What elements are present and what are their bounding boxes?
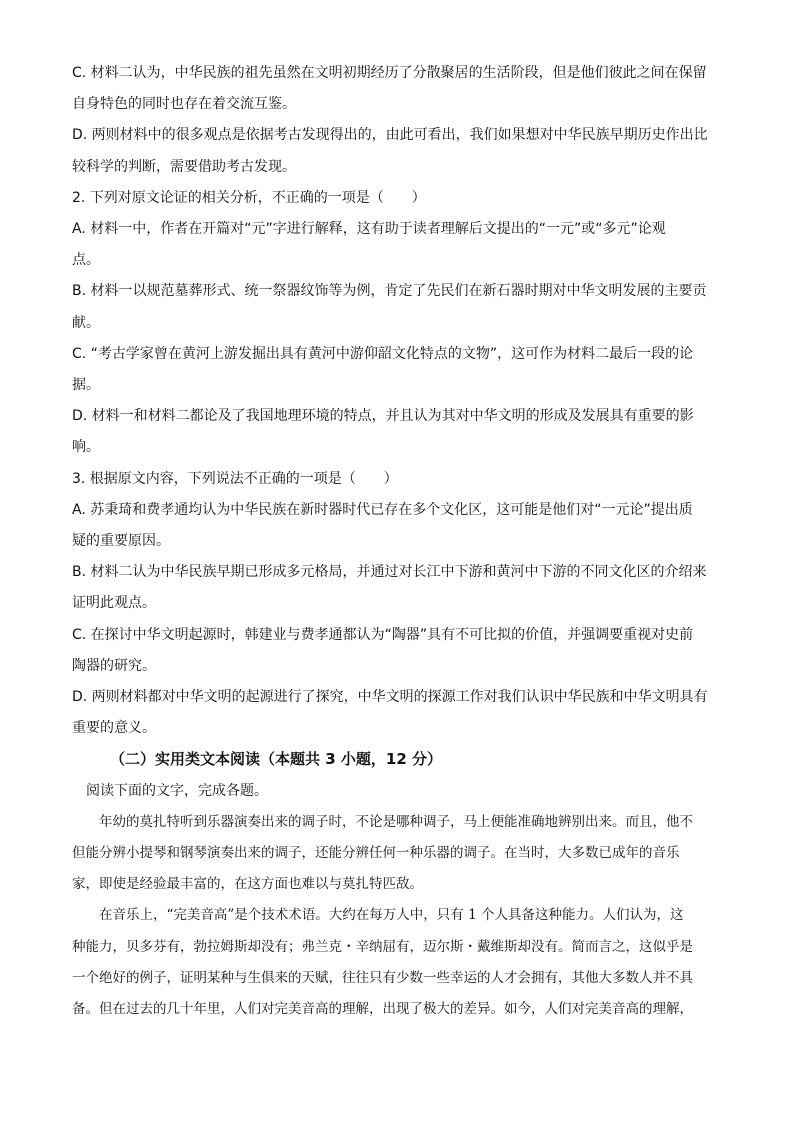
text-line: 较科学的判断，需要借助考古发现。 <box>72 158 296 175</box>
question-3-stem: 3. 根据原文内容，下列说法不正确的一项是（ ） <box>72 470 398 487</box>
text-line: 据。 <box>72 377 100 394</box>
option-b: B. 材料二认为中华民族早期已形成多元格局，并通过对长江中下游和黄河中下游的不同文化区的介绍来 <box>72 564 707 581</box>
section-heading: （二）实用类文本阅读（本题共 3 小题，12 分） <box>110 750 442 769</box>
option-c: C. 在探讨中华文明起源时，韩建业与费孝通都认为“陶器”具有不可比拟的价值，并强调要重视对史前 <box>72 626 694 643</box>
text-line: C. 材料二认为，中华民族的祖先虽然在文明初期经历了分散聚居的生活阶段，但是他们彼此之间在保留 <box>72 65 707 81</box>
text-line: 证明此观点。 <box>72 595 156 612</box>
text-line: 重要的意义。 <box>72 720 156 737</box>
option-c: C. “考古学家曾在黄河上游发掘出具有黄河中游仰韶文化特点的文物”，这可作为材料二最后一段的论 <box>72 345 694 362</box>
text-line: D. 两则材料中的很多观点是依据考古发现得出的，由此可看出，我们如果想对中华民族早期历史作出比 <box>72 127 708 144</box>
passage-line: 种能力，贝多芬有，勃拉姆斯却没有；弗兰克・辛纳屈有，迈尔斯・戴维斯却没有。简而言之，这似乎是 <box>72 938 693 955</box>
text-line: 献。 <box>72 314 100 331</box>
passage-line: 但能分辨小提琴和钢琴演奏出来的调子，还能分辨任何一种乐器的调子。在当时，大多数已成年的音乐 <box>72 845 680 862</box>
option-d: D. 材料一和材料二都论及了我国地理环境的特点，并且认为其对中华文明的形成及发展具有重要的影 <box>72 408 694 425</box>
text-line: 点。 <box>72 252 100 269</box>
text-line: 陶器的研究。 <box>72 657 156 674</box>
option-b: B. 材料一以规范墓葬形式、统一祭器纹饰等为例，肯定了先民们在新石器时期对中华文明发展的主要贡 <box>72 283 707 300</box>
passage-line: 备。但在过去的几十年里，人们对完美音高的理解，出现了极大的差异。如今，人们对完美音高的理解， <box>72 1001 693 1018</box>
passage-line: 家，即使是经验最丰富的，在这方面也难以与莫扎特匹敌。 <box>72 876 423 893</box>
passage-line: 年幼的莫扎特听到乐器演奏出来的调子时，不论是哪种调子，马上便能准确地辨别出来。而且，他不 <box>99 813 693 830</box>
document-page <box>72 58 722 1025</box>
text-line: 自身特色的同时也存在着交流互鉴。 <box>72 96 296 113</box>
option-a: A. 材料一中，作者在开篇对“元”字进行解释，这有助于读者理解后文提出的“一元”或“多元”论观 <box>72 221 666 238</box>
text-line: 疑的重要原因。 <box>72 533 170 550</box>
passage-line: 一个绝好的例子，证明某种与生俱来的天赋，往往只有少数一些幸运的人才会拥有，其他大多数人并不具 <box>72 969 693 986</box>
instruction-text: 阅读下面的文字，完成各题。 <box>86 782 268 799</box>
option-a: A. 苏秉琦和费孝通均认为中华民族在新时器时代已存在多个文化区，这可能是他们对“一元论”提出质 <box>72 501 693 518</box>
question-2-stem: 2. 下列对原文论证的相关分析，不正确的一项是（ ） <box>72 189 426 206</box>
text-line: 响。 <box>72 439 100 456</box>
passage-line: 在音乐上，“完美音高”是个技术术语。大约在每万人中，只有 1 个人具备这种能力。人们认为，这 <box>99 907 684 924</box>
option-d: D. 两则材料都对中华文明的起源进行了探究，中华文明的探源工作对我们认识中华民族和中华文明具有 <box>72 689 708 706</box>
